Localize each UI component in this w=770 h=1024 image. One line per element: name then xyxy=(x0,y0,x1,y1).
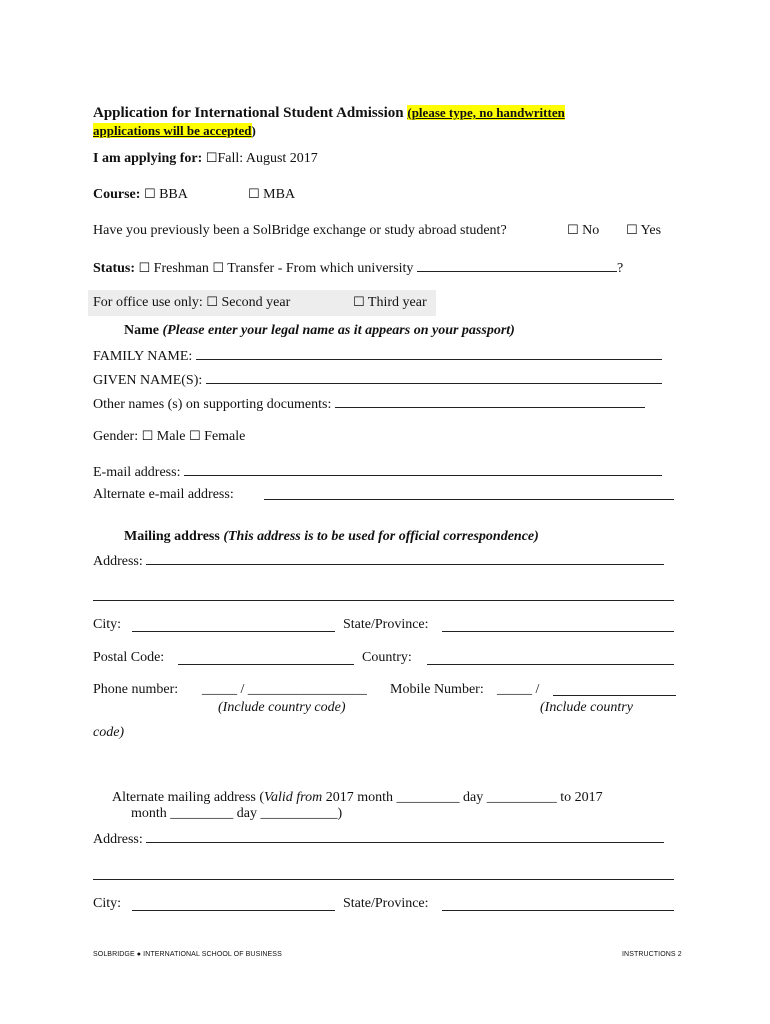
footer-school-name: SOLBRIDGE ● INTERNATIONAL SCHOOL OF BUSINESS xyxy=(93,951,282,958)
alt-email-row xyxy=(93,487,234,503)
applying-label: I am applying for: xyxy=(93,151,203,166)
mailing-address-label: Address: xyxy=(93,554,143,569)
exchange-yes xyxy=(626,223,661,239)
email-row xyxy=(93,463,662,481)
email-label: E-mail address: xyxy=(93,465,181,480)
email-field[interactable] xyxy=(184,463,662,476)
mobile-label: Mobile Number: xyxy=(390,682,484,697)
mailing-state-row xyxy=(343,617,429,633)
alt-email-label: Alternate e-mail address: xyxy=(93,487,234,502)
mailing-heading-row xyxy=(124,529,539,545)
third-year-option xyxy=(353,295,427,311)
alternate-valid-from: Valid from xyxy=(264,790,323,805)
alt-email-field[interactable] xyxy=(264,487,674,500)
mailing-city-row xyxy=(93,617,121,633)
freshman-label: Freshman xyxy=(153,261,209,276)
male-label: Male xyxy=(156,429,186,444)
gender-label: Gender: xyxy=(93,429,139,444)
female-label: Female xyxy=(204,429,246,444)
alt-address-label: Address: xyxy=(93,832,143,847)
title-main: Application for International Student Admission xyxy=(93,105,404,121)
other-names-field[interactable] xyxy=(335,395,645,408)
fall-checkbox[interactable]: ☐ xyxy=(205,151,218,166)
second-year-label: Second year xyxy=(221,295,291,310)
country-label: Country: xyxy=(362,650,412,665)
alternate-label: Alternate mailing address ( xyxy=(112,790,265,805)
office-use-row xyxy=(93,295,290,311)
family-name-label: FAMILY NAME: xyxy=(93,349,193,364)
alt-city-label: City: xyxy=(93,896,122,911)
mobile-number-field[interactable] xyxy=(553,683,676,696)
alt-address-field[interactable] xyxy=(146,830,664,843)
mobile-prefix-field[interactable]: _____ / xyxy=(497,682,540,697)
country-row xyxy=(362,650,412,666)
other-names-row xyxy=(93,395,645,413)
course-label: Course: xyxy=(93,187,141,202)
mailing-city-label: City: xyxy=(93,617,122,632)
phone-field[interactable]: _____ / _________________ xyxy=(202,682,367,697)
bba-checkbox[interactable]: ☐ xyxy=(143,187,156,202)
name-heading-note: (Please enter your legal name as it appears on your passport) xyxy=(162,323,515,338)
course-row xyxy=(93,187,188,203)
country-field[interactable] xyxy=(427,652,674,665)
phone-include-code-note: (Include country code) xyxy=(218,700,346,715)
third-year-label: Third year xyxy=(367,295,427,310)
phone-label: Phone number: xyxy=(93,682,179,697)
alt-city-row xyxy=(93,896,121,912)
status-label: Status: xyxy=(93,261,136,276)
footer-page-label: INSTRUCTIONS 2 xyxy=(622,951,682,958)
freshman-checkbox[interactable]: ☐ xyxy=(138,261,151,276)
mba-label: MBA xyxy=(263,187,296,202)
mailing-heading: Mailing address xyxy=(124,529,220,544)
mailing-address-field[interactable] xyxy=(146,552,664,565)
mba-option xyxy=(248,187,295,203)
status-row xyxy=(93,259,623,277)
given-names-field[interactable] xyxy=(206,371,662,384)
family-name-field[interactable] xyxy=(196,347,662,360)
exchange-yes-label: Yes xyxy=(640,223,662,238)
postal-field[interactable] xyxy=(178,652,354,665)
family-name-row xyxy=(93,347,662,365)
mobile-include-country-note: (Include country xyxy=(540,700,633,715)
exchange-yes-checkbox[interactable]: ☐ xyxy=(626,223,638,238)
page-title xyxy=(93,105,565,122)
exchange-no-label: No xyxy=(582,223,600,238)
mailing-address-line2-field[interactable] xyxy=(93,588,674,601)
alt-address-row xyxy=(93,830,664,848)
applying-row xyxy=(93,151,318,167)
female-checkbox[interactable]: ☐ xyxy=(189,429,201,444)
title-note-line1: (please type, no handwritten xyxy=(407,105,565,120)
mailing-address-row xyxy=(93,552,664,570)
alternate-line1 xyxy=(112,790,603,806)
transfer-label: Transfer - From which university xyxy=(227,261,414,276)
mobile-include-code-note: code) xyxy=(93,725,125,740)
second-year-checkbox[interactable]: ☐ xyxy=(206,295,218,310)
bba-label: BBA xyxy=(159,187,188,202)
gender-row xyxy=(93,429,245,445)
mailing-state-field[interactable] xyxy=(442,619,674,632)
name-section-heading xyxy=(124,323,515,339)
name-heading: Name xyxy=(124,323,159,338)
exchange-no-checkbox[interactable]: ☐ xyxy=(567,223,579,238)
mailing-state-label: State/Province: xyxy=(343,617,429,632)
alt-address-line2-field[interactable] xyxy=(93,867,674,880)
third-year-checkbox[interactable]: ☐ xyxy=(353,295,365,310)
alt-state-row xyxy=(343,896,429,912)
mailing-city-field[interactable] xyxy=(132,619,335,632)
alternate-dates-line2[interactable]: month _________ day ___________) xyxy=(131,806,343,821)
title-note-line2: applications will be accepted xyxy=(93,123,252,138)
postal-row xyxy=(93,650,164,666)
alt-email-field-wrap xyxy=(264,487,674,505)
office-use-label: For office use only: xyxy=(93,295,203,310)
fall-option-label: Fall: August 2017 xyxy=(217,151,318,166)
title-note-continued: applications will be accepted) xyxy=(93,123,256,138)
mba-checkbox[interactable]: ☐ xyxy=(248,187,260,202)
alternate-dates-line1[interactable]: 2017 month _________ day __________ to 2017 xyxy=(322,790,603,805)
given-names-row xyxy=(93,371,662,389)
given-names-label: GIVEN NAME(S): xyxy=(93,373,203,388)
alt-state-label: State/Province: xyxy=(343,896,429,911)
exchange-question: Have you previously been a SolBridge exchange or study abroad student? xyxy=(93,223,507,238)
mailing-heading-note: (This address is to be used for official correspondence) xyxy=(223,529,539,544)
transfer-checkbox[interactable]: ☐ xyxy=(212,261,225,276)
alt-city-field[interactable] xyxy=(132,898,335,911)
transfer-university-field[interactable] xyxy=(417,259,617,272)
postal-label: Postal Code: xyxy=(93,650,165,665)
other-names-label: Other names (s) on supporting documents: xyxy=(93,397,332,412)
male-checkbox[interactable]: ☐ xyxy=(141,429,154,444)
alt-state-field[interactable] xyxy=(442,898,674,911)
exchange-no xyxy=(567,223,599,239)
status-question-mark: ? xyxy=(616,261,624,276)
